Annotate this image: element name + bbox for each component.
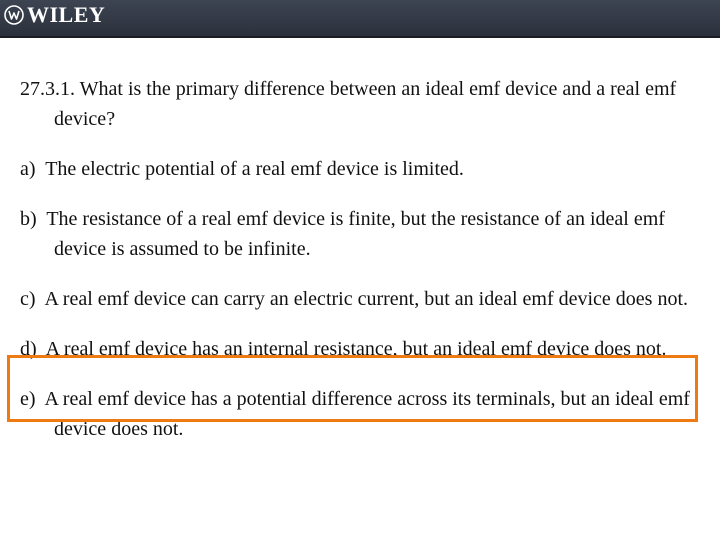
- option-d-letter: d): [20, 338, 37, 360]
- wiley-logo: [4, 2, 105, 28]
- answer-highlight-box: [7, 355, 698, 422]
- option-c-letter: c): [20, 288, 36, 310]
- option-c-text: A real emf device can carry an electric current, but an ideal emf device does not.: [44, 288, 689, 310]
- option-c[interactable]: [20, 284, 710, 314]
- option-b-text: The resistance of a real emf device is finite, but the resistance of an ideal emf device is assumed to be infinite.: [46, 208, 665, 260]
- option-a[interactable]: [20, 154, 710, 184]
- header-divider: [0, 36, 720, 38]
- option-d-text: A real emf device has an internal resistance, but an ideal emf device does not.: [45, 338, 667, 360]
- option-e-text: A real emf device has a potential difference across its terminals, but an ideal emf device does not.: [44, 388, 690, 440]
- question-text: 27.3.1. What is the primary difference between an ideal emf device and a real emf device?: [20, 78, 677, 130]
- option-a-letter: a): [20, 158, 36, 180]
- option-a-text: The electric potential of a real emf device is limited.: [45, 158, 464, 180]
- option-e-letter: e): [20, 388, 36, 410]
- header-bar: [0, 0, 720, 36]
- option-b-letter: b): [20, 208, 37, 230]
- wiley-shield-icon: [4, 5, 24, 25]
- option-b[interactable]: [20, 204, 710, 264]
- logo-text: WILEY: [27, 2, 106, 27]
